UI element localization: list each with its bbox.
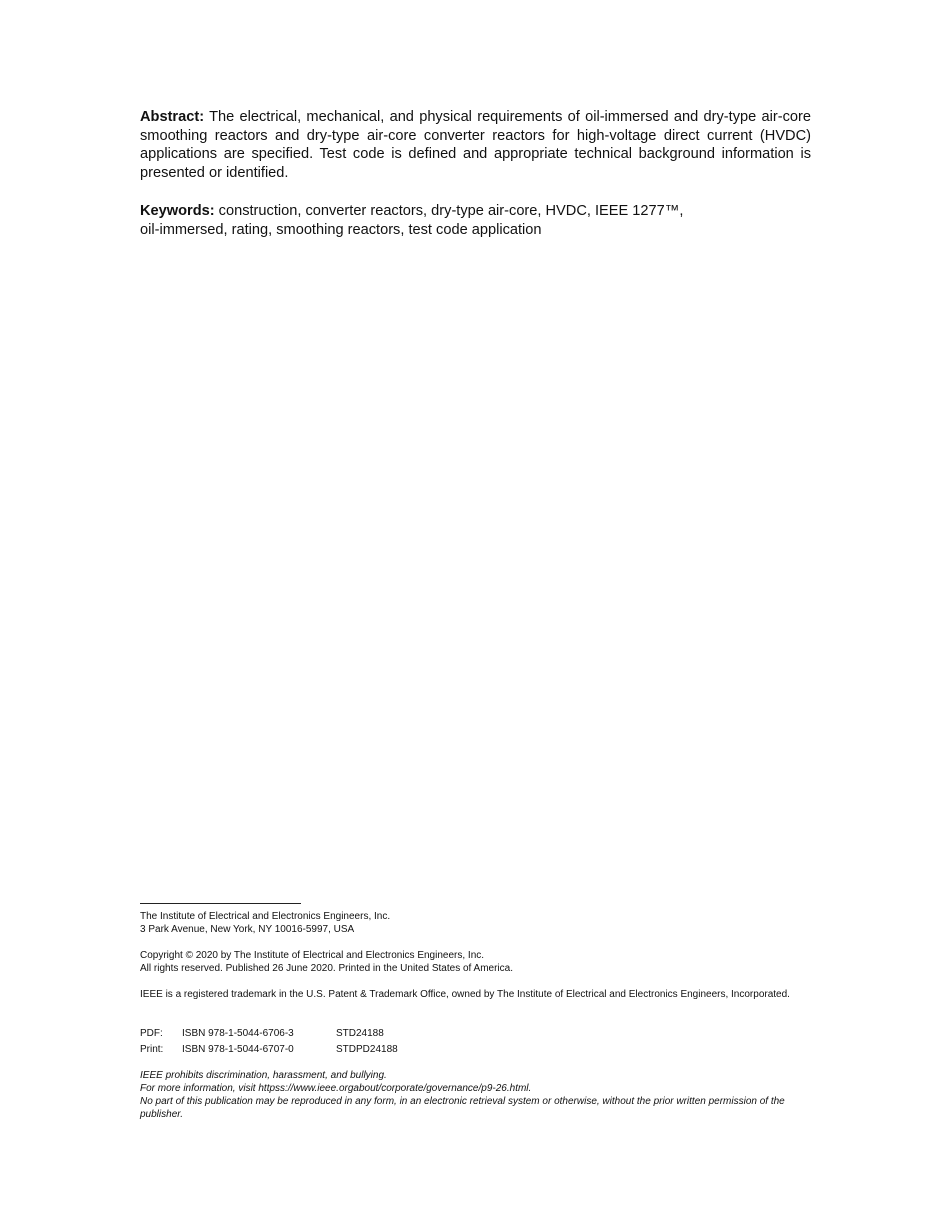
- copyright-line-2: All rights reserved. Published 26 June 2020. Printed in the United States of America.: [140, 963, 513, 974]
- keywords-text-1: construction, converter reactors, dry-type air-core, HVDC, IEEE 1277™,: [214, 203, 684, 219]
- abstract-label: Abstract:: [140, 109, 205, 125]
- abstract-text: The electrical, mechanical, and physical requirements of oil-immersed and dry-type air-core smoothing reactors and dry-type air-core converter reactors for high-voltage direct current (HVDC) applications are specified. Test code is defined and appropriate technical background information is presented or identified.: [140, 109, 811, 181]
- copyright-line-1: Copyright © 2020 by The Institute of Electrical and Electronics Engineers, Inc.: [140, 950, 485, 961]
- isbn-format-print: Print:: [140, 1043, 164, 1055]
- isbn-number-print: ISBN 978-1-5044-6707-0: [182, 1043, 294, 1055]
- legal-notice-block: [140, 1069, 812, 1121]
- copyright-block: [140, 949, 812, 975]
- isbn-std-pdf: STD24188: [336, 1028, 384, 1039]
- isbn-table: [140, 1026, 398, 1057]
- isbn-row-pdf: [140, 1026, 398, 1042]
- keywords-line-1: [140, 202, 811, 221]
- abstract-paragraph: [140, 108, 811, 182]
- footnote-divider: [140, 903, 301, 904]
- publisher-block: [140, 910, 812, 936]
- isbn-row-print: [140, 1042, 398, 1058]
- publisher-name: The Institute of Electrical and Electronics Engineers, Inc.: [140, 911, 391, 922]
- publisher-address: 3 Park Avenue, New York, NY 10016-5997, USA: [140, 924, 355, 935]
- notice-line-3: No part of this publication may be reproduced in any form, in an electronic retrieval system or otherwise, without the prior written permission of the publisher.: [140, 1096, 785, 1120]
- notice-line-2: For more information, visit httpss://www.ieee.orgabout/corporate/governance/p9-26.html.: [140, 1083, 532, 1094]
- isbn-format-pdf: PDF:: [140, 1028, 163, 1039]
- keywords-paragraph: [140, 202, 811, 239]
- notice-line-1: IEEE prohibits discrimination, harassment, and bullying.: [140, 1070, 387, 1081]
- keywords-label: Keywords:: [140, 203, 215, 219]
- trademark-notice: IEEE is a registered trademark in the U.S. Patent & Trademark Office, owned by The Institute of Electrical and Electronics Engineers, Incorporated.: [140, 989, 790, 1000]
- isbn-number-pdf: ISBN 978-1-5044-6706-3: [182, 1028, 294, 1039]
- keywords-text-2: oil-immersed, rating, smoothing reactors, test code application: [140, 221, 542, 238]
- isbn-std-print: STDPD24188: [336, 1043, 398, 1055]
